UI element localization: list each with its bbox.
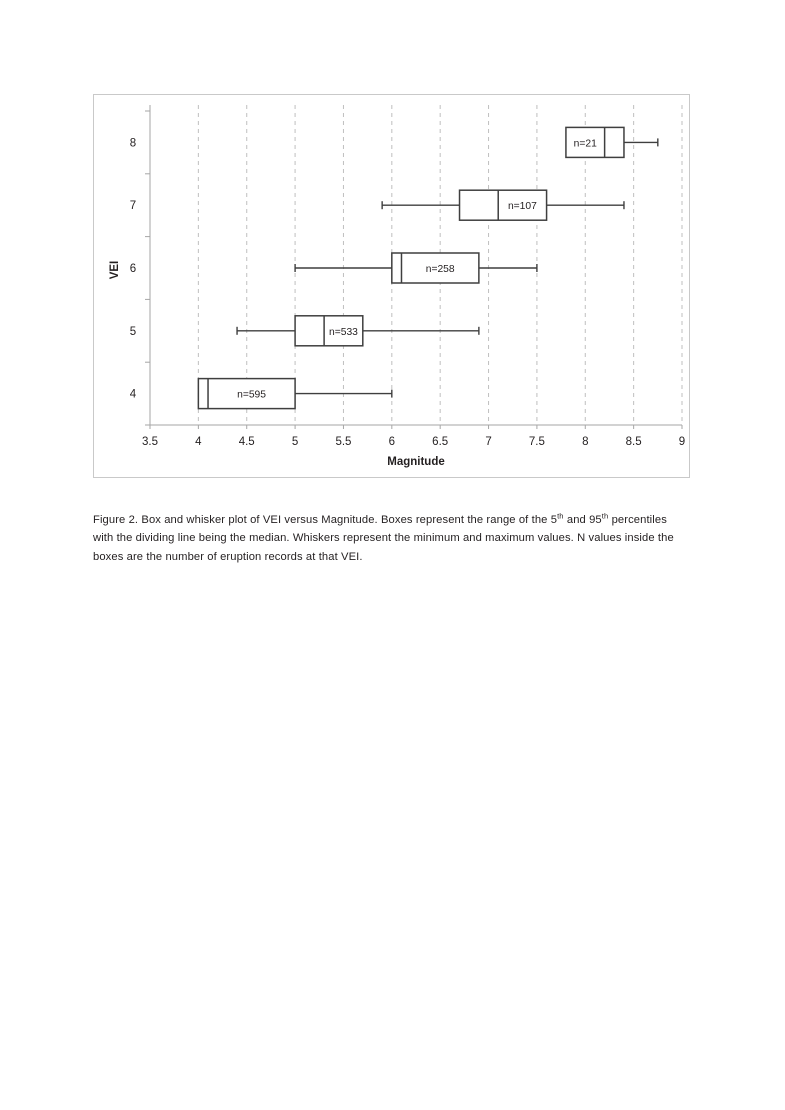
figure-caption: [93, 511, 686, 566]
x-tick-label: 3.5: [142, 436, 158, 448]
figure-panel: [93, 94, 690, 478]
x-tick-label: 7.5: [528, 436, 545, 448]
y-tick-label-vei-8: 8: [129, 137, 137, 150]
y-tick-label-vei-5: 5: [129, 325, 137, 338]
x-tick-label: 9: [678, 436, 686, 448]
x-tick-label: 7: [485, 436, 492, 448]
box-count-label-vei-4: n=595: [237, 389, 267, 401]
box-whisker-vei-7: [382, 190, 624, 220]
x-tick-label: 4.5: [238, 436, 255, 448]
y-tick-label-vei-6: 6: [129, 263, 137, 275]
x-tick-label: 8.5: [625, 436, 642, 448]
box-count-label-vei-8: n=21: [573, 138, 597, 150]
caption-part-3: percentiles with the dividing line being the median. Whiskers represent the minimum and maximum values. N values inside the boxes are the number of eruption records at that VEI.: [93, 514, 674, 563]
x-tick-label: 6: [388, 436, 396, 448]
caption-sup-95th: th: [601, 511, 609, 521]
box-count-label-vei-6: n=258: [425, 264, 455, 275]
x-tick-label: 6.5: [432, 436, 449, 448]
x-tick-label: 8: [582, 436, 589, 448]
box-count-label-vei-5: n=533: [328, 326, 358, 338]
caption-sup-5th: th: [557, 511, 564, 521]
box-whisker-series: [198, 127, 657, 408]
y-axis-tick-labels: [130, 137, 137, 400]
caption-part-2: and 95: [563, 514, 602, 527]
box-whisker-chart: [94, 95, 689, 477]
caption-part-1: Figure 2. Box and whisker plot of VEI versus Magnitude. Boxes represent the range of the 5: [93, 514, 558, 527]
x-axis-title: Magnitude: [387, 456, 445, 468]
y-tick-label-vei-7: 7: [129, 200, 137, 213]
box-whisker-vei-6: [295, 253, 537, 283]
x-tick-label: 5.5: [335, 436, 352, 448]
x-tick-label: 4: [195, 436, 202, 448]
box-count-label-vei-7: n=107: [507, 201, 537, 213]
box-whisker-vei-8: [566, 127, 658, 157]
x-tick-label: 5: [291, 436, 299, 448]
y-axis-title: VEI: [109, 260, 121, 280]
x-axis-tick-labels: [142, 436, 685, 448]
y-tick-label-vei-4: 4: [129, 388, 137, 401]
box-whisker-vei-4: [198, 379, 391, 409]
box-whisker-vei-5: [237, 316, 479, 346]
